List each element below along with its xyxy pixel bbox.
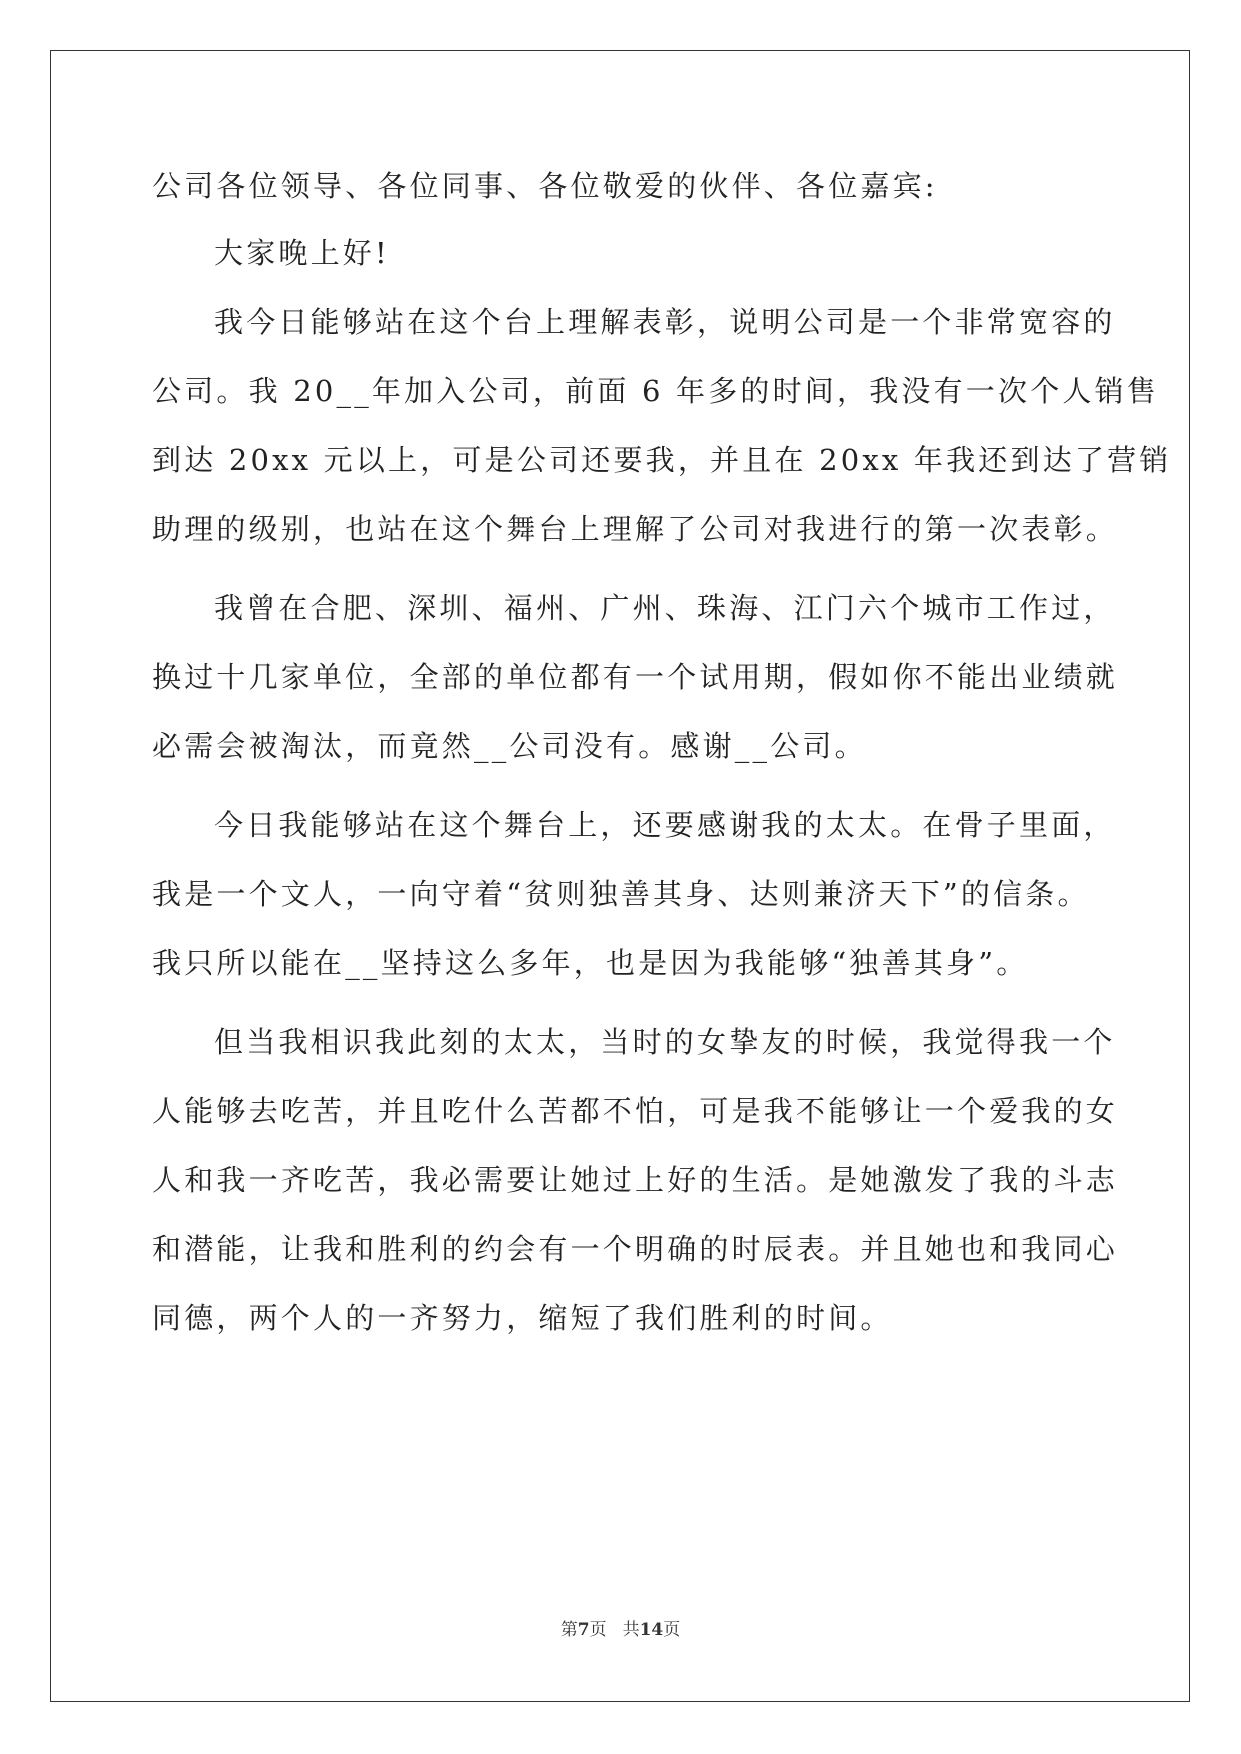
paragraph-4-line-1: 但当我相识我此刻的太太，当时的女挚友的时候，我觉得我一个 bbox=[214, 1025, 1116, 1059]
paragraph-3-line-1: 今日我能够站在这个舞台上，还要感谢我的太太。在骨子里面， bbox=[214, 808, 1116, 842]
paragraph-4-line-4: 和潜能，让我和胜利的约会有一个明确的时辰表。并且她也和我同心 bbox=[152, 1232, 1119, 1266]
paragraph-1-line-2: 公司。我 20__年加入公司，前面 6 年多的时间，我没有一次个人销售 bbox=[152, 374, 1160, 408]
paragraph-4-line-3: 人和我一齐吃苦，我必需要让她过上好的生活。是她激发了我的斗志 bbox=[152, 1163, 1119, 1197]
paragraph-3-line-2: 我是一个文人，一向守着“贫则独善其身、达则兼济天下”的信条。 bbox=[152, 877, 1090, 911]
page-footer bbox=[0, 1615, 1241, 1640]
paragraph-2-line-2: 换过十几家单位，全部的单位都有一个试用期，假如你不能出业绩就 bbox=[152, 660, 1119, 694]
paragraph-4-line-2: 人能够去吃苦，并且吃什么苦都不怕，可是我不能够让一个爱我的女 bbox=[152, 1094, 1119, 1128]
page-prefix: 第 bbox=[560, 1620, 578, 1640]
paragraph-2-line-3: 必需会被淘汰，而竟然__公司没有。感谢__公司。 bbox=[152, 729, 867, 763]
total-suffix: 页 bbox=[663, 1620, 681, 1640]
paragraph-1-line-3: 到达 20xx 元以上，可是公司还要我，并且在 20xx 年我还到达了营销 bbox=[152, 443, 1172, 477]
salutation-line: 公司各位领导、各位同事、各位敬爱的伙伴、各位嘉宾: bbox=[152, 169, 938, 203]
paragraph-4-line-5: 同德，两个人的一齐努力，缩短了我们胜利的时间。 bbox=[152, 1301, 893, 1335]
total-pages: 14 bbox=[639, 1620, 664, 1640]
page-number: 7 bbox=[577, 1620, 590, 1640]
paragraph-1-line-4: 助理的级别，也站在这个舞台上理解了公司对我进行的第一次表彰。 bbox=[152, 512, 1119, 546]
paragraph-2-line-1: 我曾在合肥、深圳、福州、广州、珠海、江门六个城市工作过， bbox=[214, 591, 1116, 625]
paragraph-3-line-3: 我只所以能在__坚持这么多年，也是因为我能够“独善其身”。 bbox=[152, 946, 1029, 980]
greeting-line: 大家晚上好! bbox=[214, 236, 390, 270]
page-suffix: 页 bbox=[589, 1620, 607, 1640]
paragraph-1-line-1: 我今日能够站在这个台上理解表彰，说明公司是一个非常宽容的 bbox=[214, 305, 1116, 339]
total-prefix: 共 bbox=[622, 1620, 640, 1640]
